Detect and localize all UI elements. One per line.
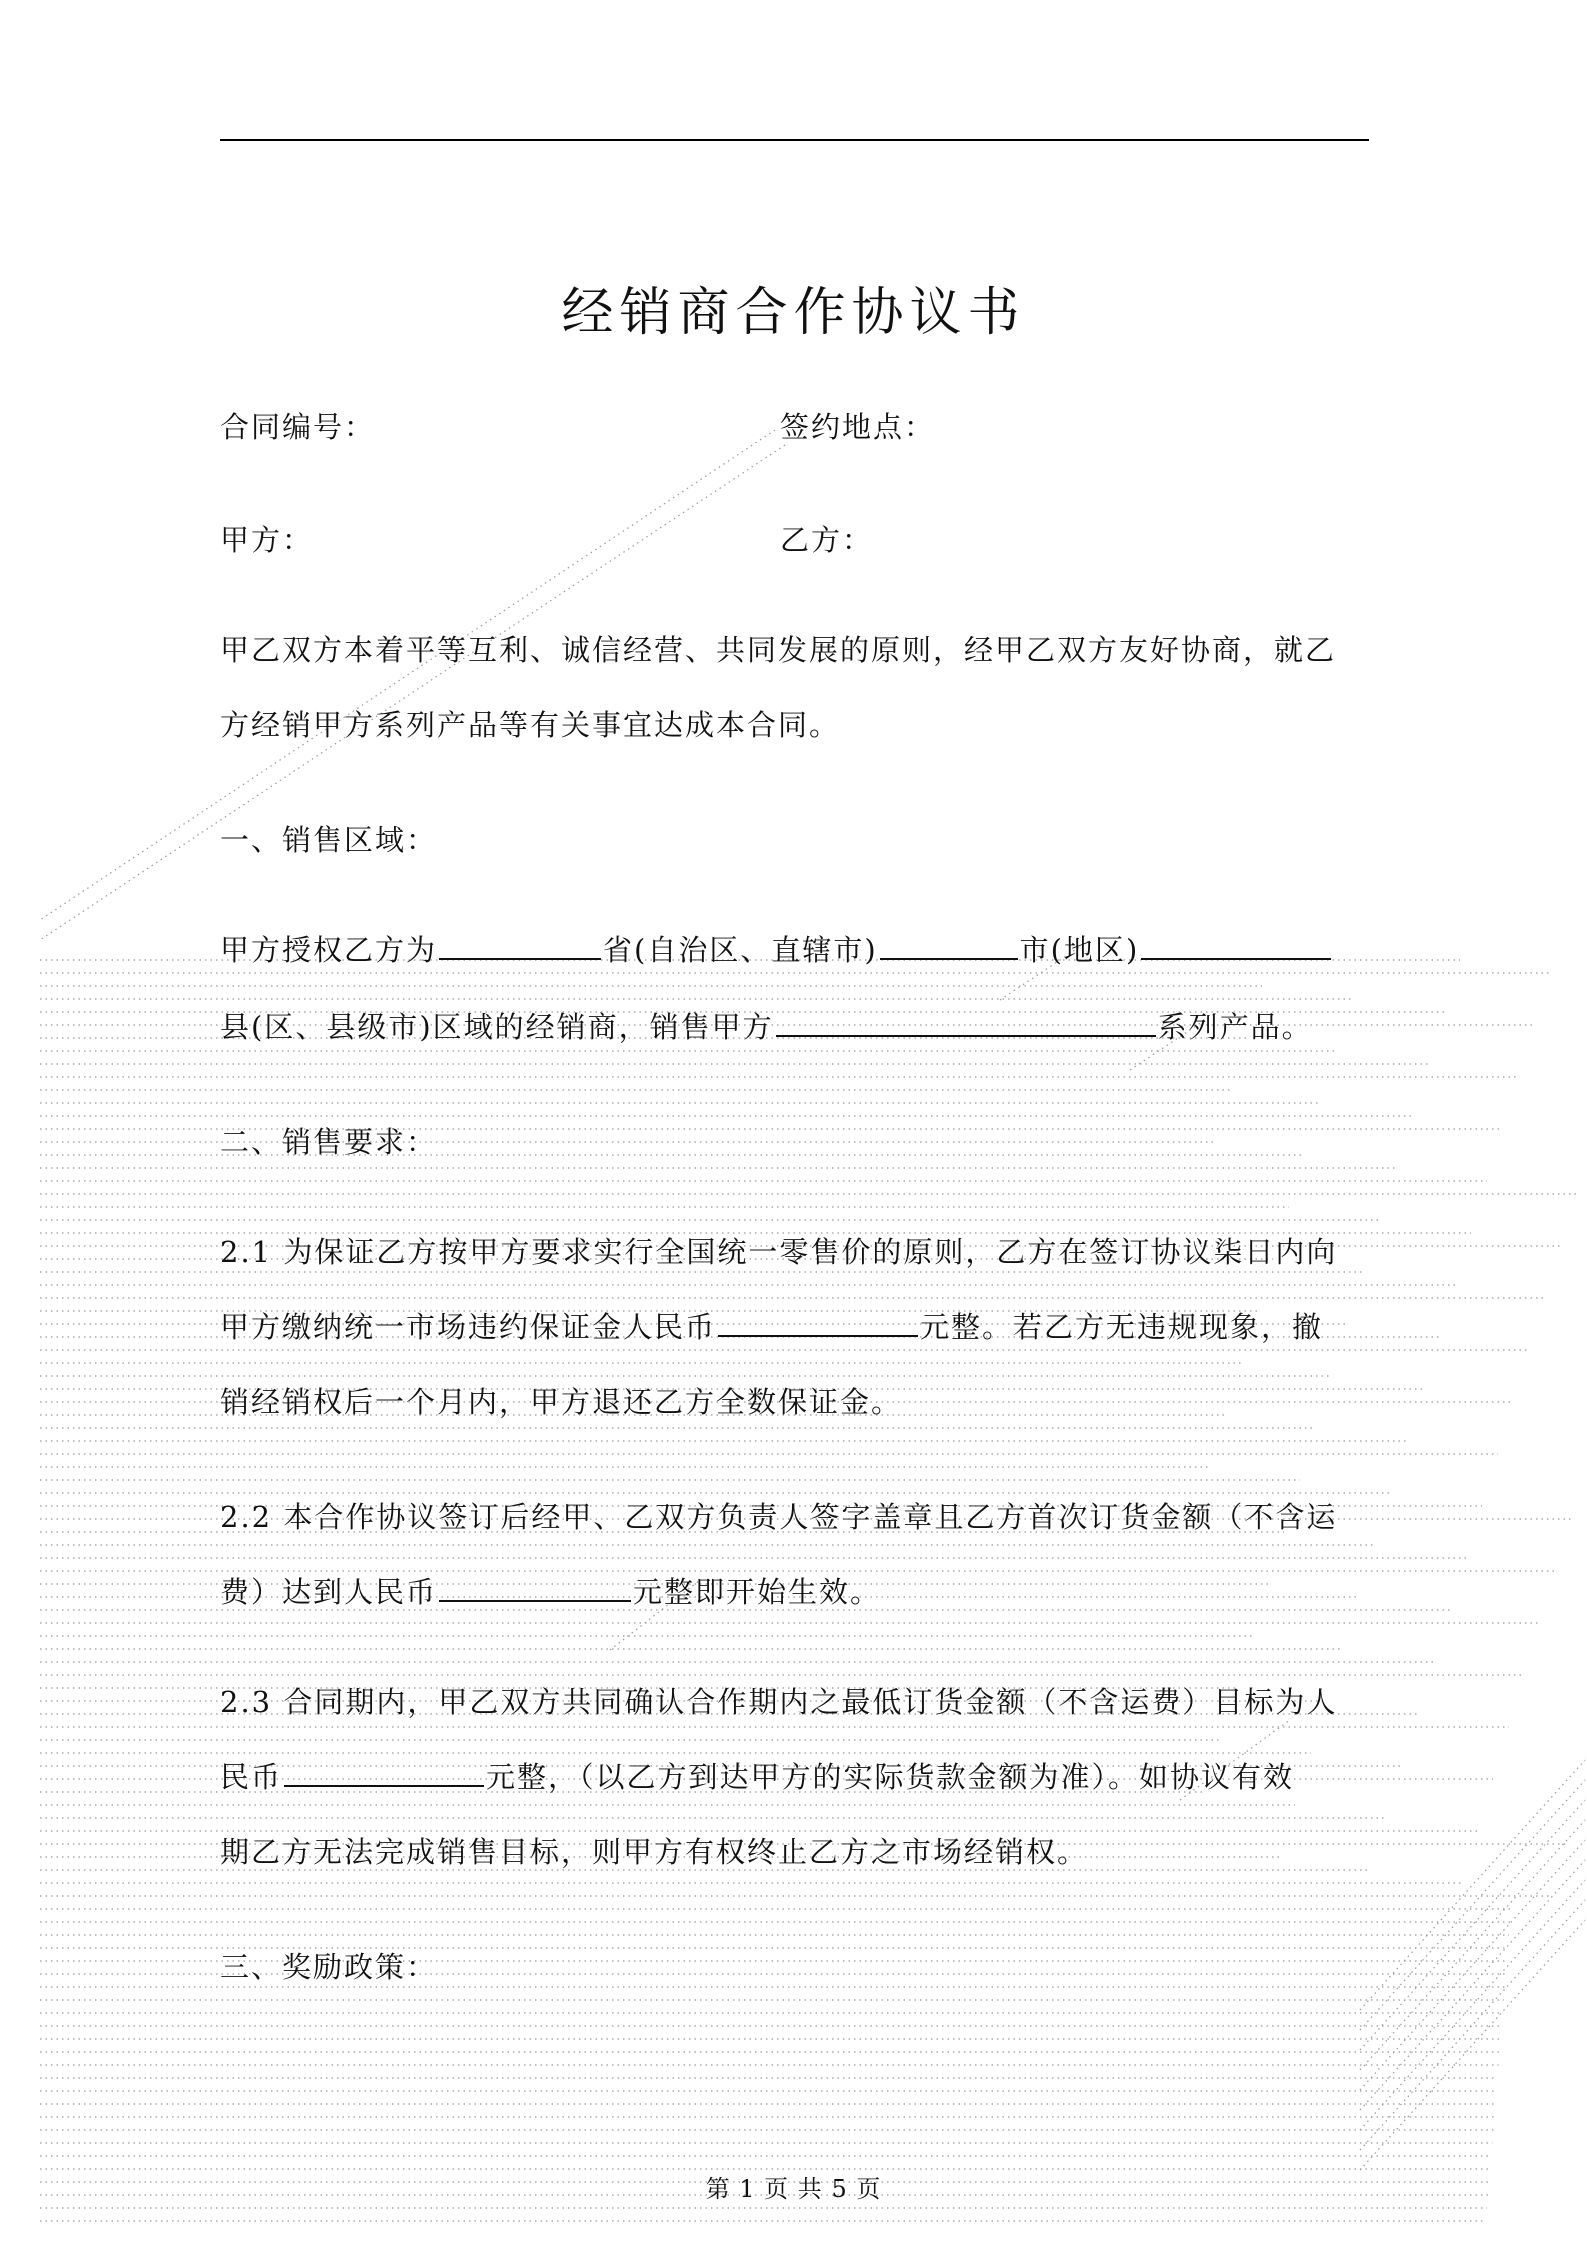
deposit-amount-blank — [718, 1305, 918, 1337]
clause-2-2-line-2 — [220, 1570, 881, 1611]
text-segment: 元整，（以乙方到达甲方的实际货款金额为准）。如协议有效 — [486, 1760, 1295, 1794]
text-segment: 甲方授权乙方为 — [220, 933, 438, 967]
text-segment: 费）达到人民币 — [220, 1575, 438, 1609]
dotted-stroke — [1360, 1920, 1585, 2170]
clause-2-1-line-3: 销经销权后一个月内，甲方退还乙方全数保证金。 — [220, 1385, 903, 1419]
clause-2-3-line-3: 期乙方无法完成销售目标，则甲方有权终止乙方之市场经销权。 — [220, 1835, 1089, 1869]
dotted-stroke — [1360, 1800, 1585, 2050]
text-segment: 元整即开始生效。 — [633, 1575, 882, 1609]
clause-2-3-line-2 — [220, 1755, 1294, 1796]
text-segment: 系列产品。 — [1157, 1010, 1313, 1044]
intro-line-1: 甲乙双方本着平等互利、诚信经营、共同发展的原则，经甲乙双方友好协商，就乙 — [220, 633, 1337, 667]
text-segment: 甲方缴纳统一市场违约保证金人民币 — [220, 1310, 717, 1344]
text-segment: 市(地区) — [1019, 933, 1140, 967]
intro-line-2: 方经销甲方系列产品等有关事宜达成本合同。 — [220, 708, 841, 742]
dotted-stroke — [1360, 1840, 1585, 2090]
dotted-stroke — [1360, 1900, 1585, 2150]
city-blank — [880, 928, 1018, 960]
dotted-stroke — [1360, 1780, 1585, 2030]
text-segment: 元整。若乙方无违规现象，撤 — [920, 1310, 1324, 1344]
clause-2-1-line-2 — [220, 1305, 1323, 1346]
contract-number-label: 合同编号： — [220, 410, 376, 444]
dotted-stroke — [1360, 1820, 1585, 2070]
document-title: 经销商合作协议书 — [561, 283, 1026, 343]
dotted-stroke — [40, 445, 785, 940]
header-rule — [220, 139, 1369, 141]
county-blank — [1141, 928, 1331, 960]
dotted-stroke — [1360, 1760, 1585, 2010]
section-2-heading: 二、销售要求： — [220, 1125, 438, 1159]
party-a-label: 甲方： — [220, 523, 314, 557]
section-1-line-2 — [220, 1005, 1313, 1046]
text-segment: 民币 — [220, 1760, 283, 1794]
page-footer: 第 1 页 共 5 页 — [705, 2175, 882, 2203]
dotted-stroke — [1360, 1880, 1585, 2130]
section-1-heading: 一、销售区域： — [220, 823, 438, 857]
clause-2-2-line-1: 2.2 本合作协议签订后经甲、乙双方负责人签字盖章且乙方首次订货金额（不含运 — [220, 1500, 1338, 1534]
province-blank — [439, 928, 601, 960]
party-b-label: 乙方： — [780, 523, 874, 557]
minimum-order-amount-blank — [284, 1755, 484, 1787]
text-segment: 县(区、县级市)区域的经销商，销售甲方 — [220, 1010, 774, 1044]
section-1-line-1 — [220, 928, 1333, 969]
first-order-amount-blank — [439, 1570, 631, 1602]
section-3-heading: 三、奖励政策： — [220, 1950, 438, 1984]
sign-place-label: 签约地点： — [780, 410, 936, 444]
dotted-stroke — [1360, 1860, 1585, 2110]
product-series-blank — [776, 1005, 1156, 1037]
text-segment: 省(自治区、直辖市) — [603, 933, 878, 967]
clause-2-3-line-1: 2.3 合同期内，甲乙双方共同确认合作期内之最低订货金额（不含运费）目标为人 — [220, 1685, 1338, 1719]
clause-2-1-line-1: 2.1 为保证乙方按甲方要求实行全国统一零售价的原则，乙方在签订协议柒日内向 — [220, 1235, 1338, 1269]
